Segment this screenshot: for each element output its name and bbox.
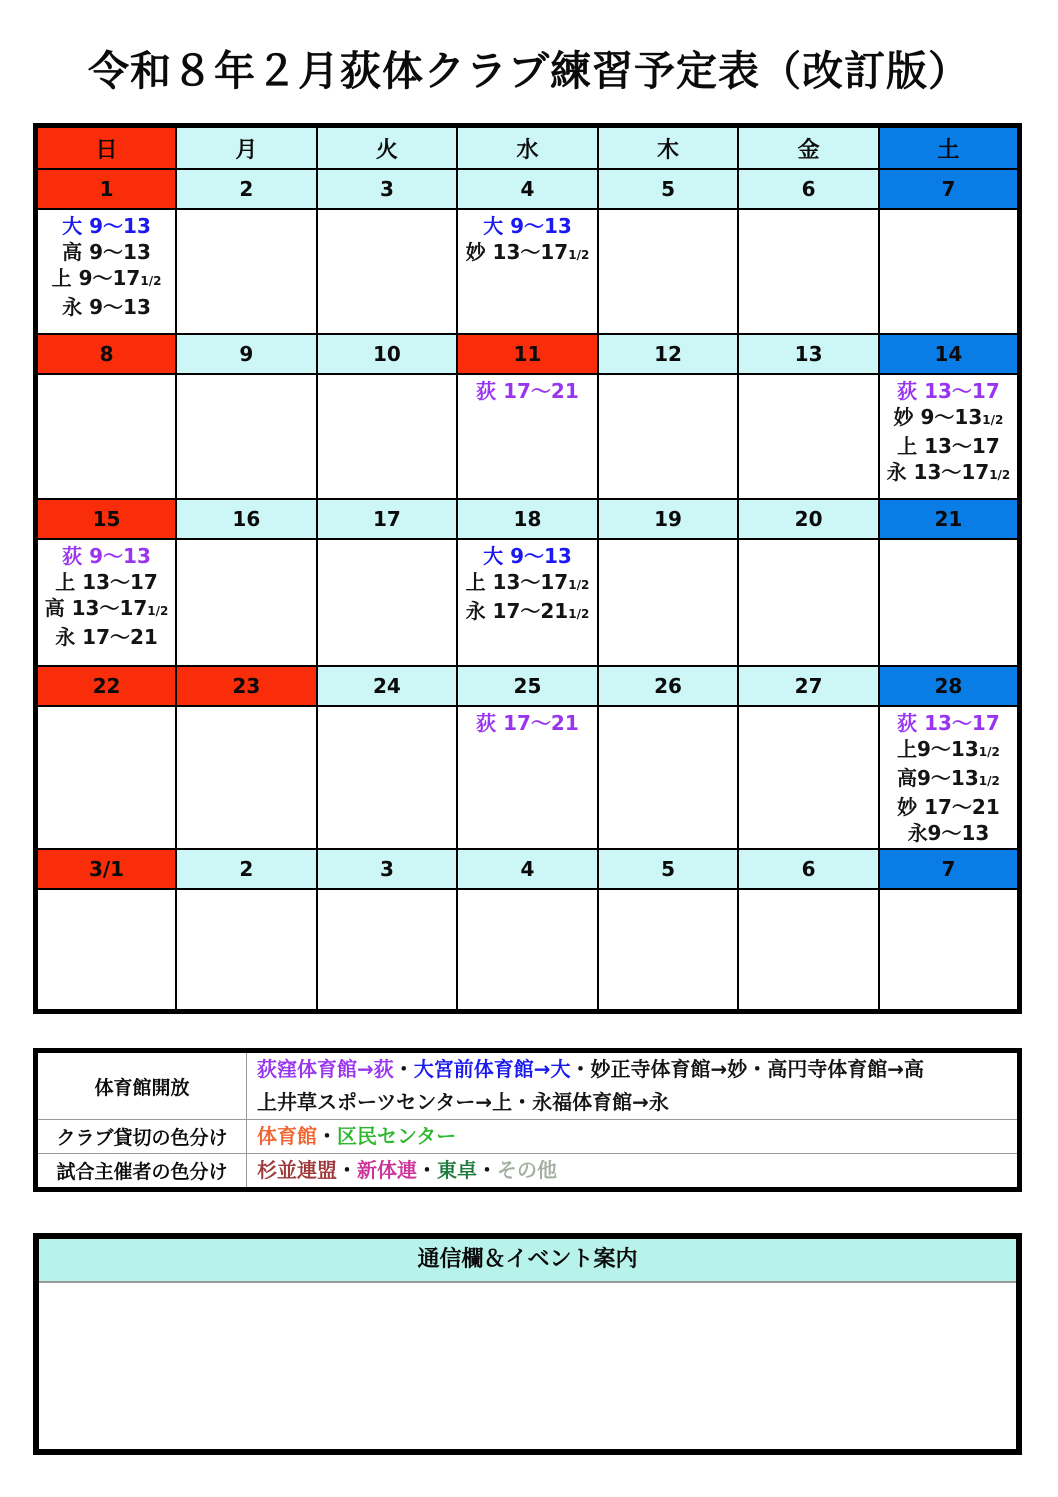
day-header-row bbox=[36, 126, 1020, 170]
schedule-cell bbox=[598, 209, 739, 334]
schedule-cell bbox=[457, 539, 598, 666]
legend-label: 体育館開放 bbox=[36, 1051, 247, 1120]
legend-segment: ・妙正寺体育館→妙・高円寺体育館→高 bbox=[570, 1057, 925, 1081]
schedule-cell bbox=[176, 374, 317, 499]
day-header-cell: 月 bbox=[176, 126, 317, 170]
date-cell: 15 bbox=[36, 499, 177, 539]
schedule-line: 上 13～171/2 bbox=[465, 570, 590, 594]
date-cell: 4 bbox=[457, 849, 598, 889]
day-header-cell: 土 bbox=[879, 126, 1020, 170]
date-row bbox=[36, 169, 1020, 209]
day-header-cell: 木 bbox=[598, 126, 739, 170]
schedule-cell bbox=[176, 539, 317, 666]
date-row bbox=[36, 666, 1020, 706]
legend-value bbox=[247, 1154, 1020, 1190]
half-fraction: 1/2 bbox=[568, 607, 590, 621]
half-fraction: 1/2 bbox=[568, 248, 590, 262]
schedule-cell bbox=[598, 889, 739, 1011]
legend-row bbox=[36, 1120, 1020, 1154]
page-title: 令和８年２月荻体クラブ練習予定表（改訂版） bbox=[88, 47, 970, 95]
legend-line bbox=[257, 1053, 1017, 1086]
schedule-cell bbox=[598, 374, 739, 499]
schedule-cell bbox=[598, 539, 739, 666]
legend-segment: 東卓 bbox=[437, 1158, 477, 1182]
legend-value bbox=[247, 1120, 1020, 1154]
legend-segment: ・ bbox=[393, 1057, 414, 1081]
schedule-line: 荻 13～17 bbox=[897, 711, 1000, 735]
date-cell: 11 bbox=[457, 334, 598, 374]
legend-segment: その他 bbox=[497, 1158, 557, 1182]
schedule-line: 大 9～13 bbox=[483, 544, 572, 568]
schedule-row bbox=[36, 209, 1020, 334]
date-cell: 3/1 bbox=[36, 849, 177, 889]
legend-segment: 上井草スポーツセンター→上・永福体育館→永 bbox=[257, 1090, 669, 1114]
date-cell: 27 bbox=[738, 666, 879, 706]
schedule-cell bbox=[738, 374, 879, 499]
date-cell: 25 bbox=[457, 666, 598, 706]
schedule-cell bbox=[36, 374, 177, 499]
date-cell: 13 bbox=[738, 334, 879, 374]
half-fraction: 1/2 bbox=[140, 274, 162, 288]
schedule-line: 高 9～13 bbox=[62, 240, 151, 264]
schedule-cell bbox=[36, 209, 177, 334]
schedule-line: 永 17～21 bbox=[55, 625, 158, 649]
schedule-row bbox=[36, 374, 1020, 499]
schedule-cell bbox=[317, 209, 458, 334]
half-fraction: 1/2 bbox=[982, 413, 1004, 427]
legend-value bbox=[247, 1051, 1020, 1120]
schedule-line: 荻 9～13 bbox=[62, 544, 151, 568]
date-cell: 10 bbox=[317, 334, 458, 374]
schedule-cell bbox=[176, 889, 317, 1011]
date-cell: 2 bbox=[176, 849, 317, 889]
date-cell: 3 bbox=[317, 849, 458, 889]
schedule-line: 妙 9～131/2 bbox=[893, 405, 1004, 429]
date-cell: 1 bbox=[36, 169, 177, 209]
schedule-line: 永 17～211/2 bbox=[465, 599, 590, 623]
schedule-cell bbox=[738, 539, 879, 666]
legend-label: クラブ貸切の色分け bbox=[36, 1120, 247, 1154]
date-cell: 19 bbox=[598, 499, 739, 539]
date-row bbox=[36, 334, 1020, 374]
schedule-line: 荻 13～17 bbox=[897, 379, 1000, 403]
legend-line bbox=[257, 1086, 1017, 1119]
schedule-cell bbox=[598, 706, 739, 849]
schedule-row bbox=[36, 889, 1020, 1011]
date-cell: 17 bbox=[317, 499, 458, 539]
schedule-cell bbox=[36, 889, 177, 1011]
half-fraction: 1/2 bbox=[147, 604, 169, 618]
schedule-line: 上 13～17 bbox=[897, 434, 1000, 458]
schedule-line: 上 13～17 bbox=[55, 570, 158, 594]
date-cell: 28 bbox=[879, 666, 1020, 706]
schedule-row bbox=[36, 539, 1020, 666]
date-cell: 12 bbox=[598, 334, 739, 374]
date-cell: 4 bbox=[457, 169, 598, 209]
schedule-line: 荻 17～21 bbox=[476, 379, 579, 403]
schedule-line: 妙 17～21 bbox=[897, 795, 1000, 819]
date-cell: 22 bbox=[36, 666, 177, 706]
schedule-cell bbox=[738, 706, 879, 849]
schedule-line: 荻 17～21 bbox=[476, 711, 579, 735]
day-header-cell: 金 bbox=[738, 126, 879, 170]
half-fraction: 1/2 bbox=[978, 774, 1000, 788]
schedule-cell bbox=[457, 374, 598, 499]
date-cell: 7 bbox=[879, 849, 1020, 889]
schedule-line: 大 9～13 bbox=[62, 214, 151, 238]
calendar-body bbox=[36, 126, 1020, 1012]
schedule-cell bbox=[317, 706, 458, 849]
date-cell: 18 bbox=[457, 499, 598, 539]
schedule-cell bbox=[36, 706, 177, 849]
schedule-cell bbox=[879, 374, 1020, 499]
day-header-cell: 日 bbox=[36, 126, 177, 170]
legend-segment: ・ bbox=[477, 1158, 497, 1182]
legend-segment: 新体連 bbox=[357, 1158, 417, 1182]
schedule-line: 上9～131/2 bbox=[897, 737, 1000, 761]
date-cell: 16 bbox=[176, 499, 317, 539]
schedule-line: 永 9～13 bbox=[62, 295, 151, 319]
date-cell: 6 bbox=[738, 169, 879, 209]
schedule-cell bbox=[36, 539, 177, 666]
schedule-cell bbox=[457, 889, 598, 1011]
schedule-line: 高9～131/2 bbox=[897, 766, 1000, 790]
legend-segment: 体育館 bbox=[257, 1124, 317, 1148]
half-fraction: 1/2 bbox=[989, 468, 1011, 482]
schedule-cell bbox=[738, 889, 879, 1011]
date-cell: 23 bbox=[176, 666, 317, 706]
date-cell: 3 bbox=[317, 169, 458, 209]
notice-box bbox=[33, 1233, 1022, 1455]
schedule-cell bbox=[176, 706, 317, 849]
schedule-cell bbox=[457, 706, 598, 849]
schedule-cell bbox=[879, 889, 1020, 1011]
schedule-cell bbox=[879, 706, 1020, 849]
legend-segment: ・ bbox=[317, 1124, 337, 1148]
legend-row bbox=[36, 1051, 1020, 1120]
legend-line bbox=[257, 1154, 1017, 1187]
legend-segment: 区民センター bbox=[337, 1124, 457, 1148]
legend-row bbox=[36, 1154, 1020, 1190]
date-cell: 24 bbox=[317, 666, 458, 706]
schedule-line: 永 13～171/2 bbox=[886, 460, 1011, 484]
date-cell: 2 bbox=[176, 169, 317, 209]
schedule-cell bbox=[176, 209, 317, 334]
legend-segment: 大宮前体育館→大 bbox=[413, 1057, 571, 1081]
legend-body bbox=[36, 1051, 1020, 1190]
schedule-cell bbox=[738, 209, 879, 334]
legend-segment: ・ bbox=[337, 1158, 357, 1182]
legend-table bbox=[33, 1048, 1022, 1192]
date-cell: 14 bbox=[879, 334, 1020, 374]
legend-line bbox=[257, 1120, 1017, 1153]
day-header-cell: 水 bbox=[457, 126, 598, 170]
schedule-cell bbox=[457, 209, 598, 334]
notice-body bbox=[39, 1283, 1016, 1449]
schedule-line: 妙 13～171/2 bbox=[465, 240, 590, 264]
date-cell: 21 bbox=[879, 499, 1020, 539]
legend-segment: 荻窪体育館→荻 bbox=[257, 1057, 394, 1081]
date-cell: 26 bbox=[598, 666, 739, 706]
half-fraction: 1/2 bbox=[978, 745, 1000, 759]
schedule-cell bbox=[879, 209, 1020, 334]
schedule-cell bbox=[879, 539, 1020, 666]
schedule-line: 大 9～13 bbox=[483, 214, 572, 238]
notice-header: 通信欄＆イベント案内 bbox=[39, 1239, 1016, 1283]
schedule-row bbox=[36, 706, 1020, 849]
legend-label: 試合主催者の色分け bbox=[36, 1154, 247, 1190]
date-row bbox=[36, 499, 1020, 539]
schedule-line: 永9～13 bbox=[907, 821, 990, 845]
schedule-cell bbox=[317, 889, 458, 1011]
date-row bbox=[36, 849, 1020, 889]
date-cell: 5 bbox=[598, 169, 739, 209]
half-fraction: 1/2 bbox=[568, 578, 590, 592]
date-cell: 6 bbox=[738, 849, 879, 889]
date-cell: 9 bbox=[176, 334, 317, 374]
schedule-cell bbox=[317, 374, 458, 499]
legend-segment: 杉並連盟 bbox=[257, 1158, 337, 1182]
day-header-cell: 火 bbox=[317, 126, 458, 170]
schedule-cell bbox=[317, 539, 458, 666]
legend-segment: ・ bbox=[417, 1158, 437, 1182]
date-cell: 7 bbox=[879, 169, 1020, 209]
date-cell: 20 bbox=[738, 499, 879, 539]
calendar-table bbox=[33, 123, 1022, 1014]
date-cell: 8 bbox=[36, 334, 177, 374]
date-cell: 5 bbox=[598, 849, 739, 889]
schedule-line: 高 13～171/2 bbox=[44, 596, 169, 620]
schedule-line: 上 9～171/2 bbox=[51, 266, 162, 290]
